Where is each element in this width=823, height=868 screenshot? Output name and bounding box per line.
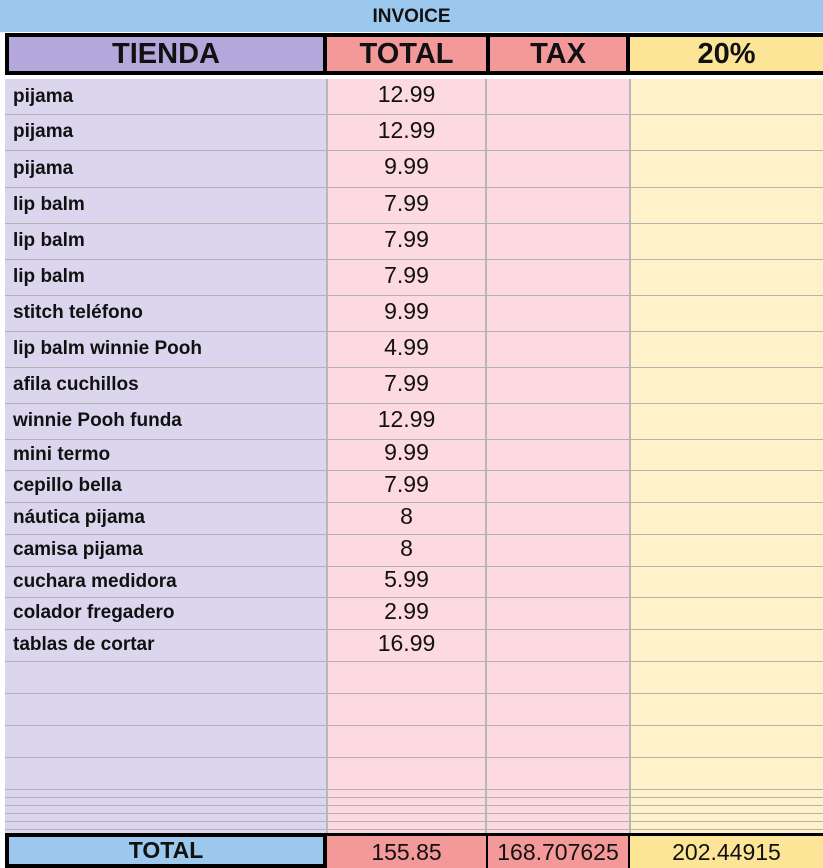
header-tax[interactable]: TAX: [486, 33, 630, 75]
item-name[interactable]: lip balm: [13, 230, 85, 251]
row-gridline: [5, 789, 823, 790]
column-divider: [629, 79, 631, 833]
item-price[interactable]: 5.99: [384, 566, 429, 592]
item-price[interactable]: 2.99: [384, 598, 429, 624]
row-gridline: [5, 725, 823, 726]
item-price[interactable]: 8: [400, 503, 413, 529]
item-price[interactable]: 12.99: [377, 117, 436, 143]
item-price[interactable]: 9.99: [384, 153, 429, 179]
item-name[interactable]: winnie Pooh funda: [13, 410, 182, 431]
pct-column[interactable]: [630, 79, 823, 833]
item-name[interactable]: pijama: [13, 86, 74, 107]
item-price[interactable]: 16.99: [377, 630, 436, 656]
header-total[interactable]: TOTAL: [327, 33, 486, 75]
item-name[interactable]: lip balm: [13, 194, 85, 215]
item-name[interactable]: cepillo bella: [13, 475, 122, 496]
item-name[interactable]: stitch teléfono: [13, 302, 143, 323]
item-price[interactable]: 7.99: [384, 471, 429, 497]
item-price[interactable]: 4.99: [384, 334, 429, 360]
footer-20-percent-value[interactable]: 202.44915: [630, 833, 823, 868]
item-price[interactable]: 9.99: [384, 439, 429, 465]
item-price[interactable]: 12.99: [377, 81, 436, 107]
item-name[interactable]: afila cuchillos: [13, 374, 139, 395]
row-gridline: [5, 813, 823, 814]
tax-column[interactable]: [486, 79, 630, 833]
row-gridline: [5, 693, 823, 694]
item-name[interactable]: pijama: [13, 158, 74, 179]
header-tienda[interactable]: TIENDA: [5, 33, 327, 75]
header-20-percent[interactable]: 20%: [630, 33, 823, 75]
item-price[interactable]: 7.99: [384, 370, 429, 396]
row-gridline: [5, 821, 823, 822]
row-gridline: [5, 661, 823, 662]
item-name[interactable]: náutica pijama: [13, 507, 145, 528]
item-name[interactable]: pijama: [13, 121, 74, 142]
item-price[interactable]: 9.99: [384, 298, 429, 324]
item-name[interactable]: colador fregadero: [13, 602, 175, 623]
sheet-title: INVOICE: [0, 0, 823, 32]
item-name[interactable]: lip balm winnie Pooh: [13, 338, 202, 359]
row-gridline: [5, 797, 823, 798]
row-gridline: [5, 829, 823, 830]
footer-total-label[interactable]: TOTAL: [5, 833, 327, 868]
item-price[interactable]: 7.99: [384, 226, 429, 252]
item-name[interactable]: mini termo: [13, 444, 111, 465]
item-price[interactable]: 7.99: [384, 190, 429, 216]
footer-total-value[interactable]: 155.85: [327, 833, 486, 868]
item-price[interactable]: 12.99: [377, 406, 436, 432]
row-gridline: [5, 757, 823, 758]
row-gridline: [5, 805, 823, 806]
item-price[interactable]: 8: [400, 535, 413, 561]
item-name[interactable]: camisa pijama: [13, 539, 143, 560]
item-name[interactable]: lip balm: [13, 266, 85, 287]
item-name[interactable]: cuchara medidora: [13, 571, 177, 592]
item-name[interactable]: tablas de cortar: [13, 634, 155, 655]
item-price[interactable]: 7.99: [384, 262, 429, 288]
footer-tax-value[interactable]: 168.707625: [486, 833, 630, 868]
